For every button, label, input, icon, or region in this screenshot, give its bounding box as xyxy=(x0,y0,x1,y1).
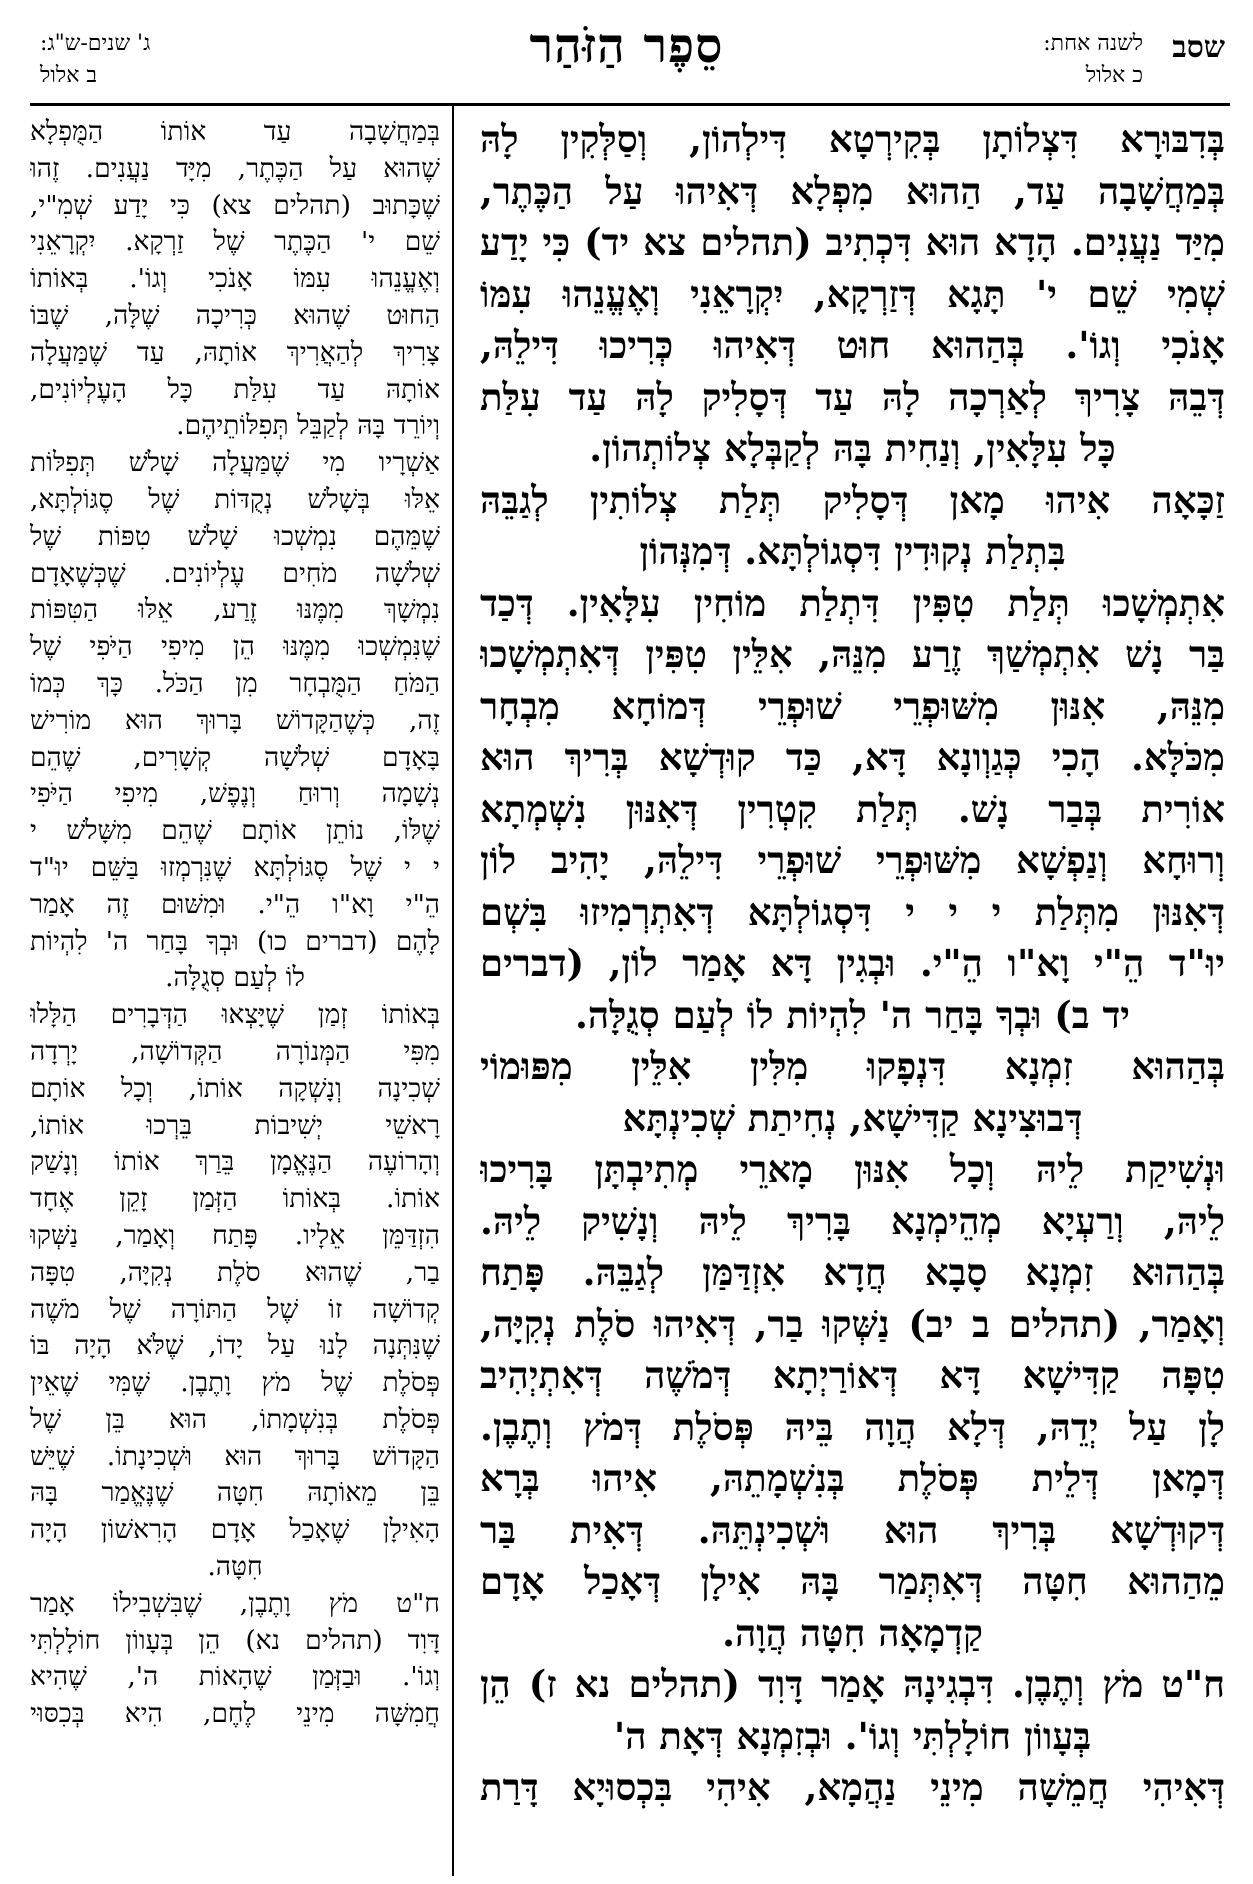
left-study-schedule xyxy=(40,28,300,92)
side-line: פְּסֹלֶת בְּנִשְׁמָתוֹ, הוּא בֵּן שֶׁל xyxy=(30,1403,440,1435)
main-line: טִפָּה קַדִּישָׁא דָּא דְּאוֹרַיְתָא דְּמֹשֶׁה דְּאִתְיְהִיב xyxy=(480,1353,1225,1397)
main-line: וּנְשִׁיקַת לֵיהּ וְכָל אִנּוּן מָארֵי מְתִיבְתָּן בָּרִיכוּ xyxy=(480,1147,1225,1191)
side-line: בָּאָדָם שְׁלֹשָׁה קְשָׁרִים, שֶׁהֵם xyxy=(30,741,440,773)
side-line: נְשָׁמָה וְרוּחַ וְנֶפֶשׁ, מִיפִי הַיֹּפִי xyxy=(30,778,440,810)
main-line: יוּ"ד הֵ"י וָא"ו הֵ"י. וּבְגִין דָּא אָמַר לוֹן, (דברים xyxy=(480,941,1225,985)
side-line: וְיוֹרֵד בָּהּ לְקַבֵּל תְּפִלּוֹתֵיהֶם. xyxy=(176,410,440,442)
side-line: י י שֶׁל סֶגּוֹלְתָּא שֶׁנִּרְמְזוּ בַּשֵּׁם יוּ"ד xyxy=(30,851,440,883)
main-line: בְּהַהוּא זִמְנָא דִּנְפָקוּ מִלִּין אִלֵּין מִפּוּמוֹי xyxy=(480,1044,1225,1088)
side-line: לָהֶם (דברים כו) וּבְךָ בָּחַר ה' לִהְיוֹת xyxy=(30,925,440,957)
main-line: ח"ט מֹץ וְתֶבֶן. דִּבְגִינָהּ אָמַר דָּוִד (תהלים נא ז) הֵן xyxy=(480,1662,1225,1706)
main-line: דְּבוּצִינָא קַדִּישָׁא, נְחִיתַת שְׁכִינְתָּא xyxy=(622,1095,1083,1140)
side-line: הַחוּט שֶׁהוּא כְּרִיכָה שֶׁלָּה, שֶׁבּוֹ xyxy=(30,299,440,331)
column-divider xyxy=(452,106,454,1876)
left-schedule-line-1: ג' שנים-ש"ג: xyxy=(40,31,151,56)
main-line: דְּקוּדְשָׁא בְּרִיךְ הוּא וּשְׁכִינְתֵּהּ. דְּאִית בַּר xyxy=(480,1507,1225,1552)
side-line: אֵלּוּ בְּשָׁלֹשׁ נְקֻדּוֹת שֶׁל סֶגּוֹלְתָּא, xyxy=(30,483,440,515)
side-line: שֶׁנִּמְשְׁכוּ מִמֶּנּוּ הֵן מִיפִי הַיֹּפִי שֶׁל xyxy=(30,631,440,663)
main-line: מִנֵּהּ, אִנּוּן מִשּׁוּפְרֵי שׁוּפְרֵי דְּמוֹחָא מִבְחָר xyxy=(480,683,1225,728)
side-line: חֲמִשָּׁה מִינֵי לֶחֶם, הִיא בְּכִסּוּי xyxy=(30,1698,440,1730)
side-line: וְגוֹ'. וּבַזְּמַן שֶׁהָאוֹת ה', שֶׁהִיא xyxy=(30,1661,440,1693)
side-line: רָאשֵׁי יְשִׁיבוֹת בֵּרְכוּ אוֹתוֹ, xyxy=(30,1109,440,1141)
main-line: וְרוּחָא וְנַפְשָׁא מִשּׁוּפְרֵי שׁוּפְרֵי דִּילֵהּ, יָהִיב לוֹן xyxy=(480,838,1225,882)
side-line: שְׁכִינָה וְנָשְׁקָה אוֹתוֹ, וְכָל אוֹתָם xyxy=(30,1072,440,1104)
side-line: אוֹתוֹ. בְּאוֹתוֹ הַזְּמַן זָקֵן אֶחָד xyxy=(30,1183,440,1215)
main-line: יד ב) וּבְךָ בָּחַר ה' לִהְיוֹת לוֹ לְעַם סְגֻלָּה. xyxy=(574,992,1131,1037)
main-line: בְּעָווֹן חוֹלָלְתִּי וְגוֹ'. וּבְזִמְנָא דְּאָת ה' xyxy=(613,1713,1092,1758)
side-line: הֵ"י וָא"ו הֵ"י. וּמִשּׁוּם זֶה אָמַר xyxy=(30,888,440,920)
side-line: קְדוֹשָׁה זוֹ שֶׁל הַתּוֹרָה שֶׁל מֹשֶׁה xyxy=(30,1293,440,1325)
side-line: הִזְדַּמֵּן אֵלָיו. פָּתַח וְאָמַר, נַשְּׁקוּ xyxy=(30,1219,440,1251)
side-line: הַמֹּחַ הַמֻּבְחָר מִן הַכֹּל. כָּךְ כְּמוֹ xyxy=(30,667,440,699)
main-line: בְּמַחֲשָׁבָה עַד, הַהוּא מִפְלָא דְּאִיהוּ עַל הַכֶּתֶר, xyxy=(480,168,1225,213)
main-line: מִכֹּלָּא. הָכִי כְּגַוְונָא דָּא, כַּד קוּדְשָׁא בְּרִיךְ הוּא xyxy=(480,735,1225,779)
side-line: בֵּן מֵאוֹתָהּ חִטָּה שֶׁנֶּאֱמַר בָּהּ xyxy=(30,1477,440,1509)
main-line: בִּתְלַת נְקוּדִין דִּסְגוֹלְתָּא. דְּמִנְּהוֹן xyxy=(639,529,1066,573)
side-line: חִטָּה. xyxy=(207,1551,263,1583)
side-line: שְׁלֹשָׁה מֹחִים עֶלְיוֹנִים. שֶׁכְּשֶׁאָדָם xyxy=(30,557,440,589)
aramaic-text-column xyxy=(480,114,1225,1874)
main-line: בְּדִבּוּרָא דִּצְלוֹתָן בְּקִירְטָא דִּילְהוֹן, וְסַלְּקִין לָהּ xyxy=(480,117,1225,161)
side-line: שֶׁהוּא עַל הַכֶּתֶר, מִיָּד נַעֲנִים. זֶהוּ xyxy=(30,152,440,184)
book-title: סֵפֶר הַזֹּהַר xyxy=(529,18,724,74)
side-line: וְהָרוֹעֶה הַנֶּאֱמָן בֵּרַךְ אוֹתוֹ וְנָשַׁק xyxy=(30,1146,440,1178)
side-line: וְאֶעֱנֵהוּ עִמּוֹ אָנֹכִי וְגוֹ'. בְּאוֹתוֹ xyxy=(30,263,440,295)
side-line: פְּסֹלֶת שֶׁל מֹץ וָתֶבֶן. שֶׁמִּי שֶׁאֵין xyxy=(30,1367,440,1399)
side-line: שֵׁם י' הַכֶּתֶר שֶׁל זַרְקָא. יִקְרָאֵנִי xyxy=(30,226,440,258)
main-line: קַדְמָאָה חִטָּה הֲוָה. xyxy=(722,1610,983,1655)
main-line: שְׁמִי שֵׁם י' תָּגָא דְּזַרְקָא, יִקְרָאֵנִי וְאֶעֱנֵהוּ עִמּוֹ xyxy=(480,271,1225,316)
side-line: דָּוִד (תהלים נא) הֵן בְּעָווֹן חוֹלָלְתִּי xyxy=(30,1624,440,1656)
side-line: אַשְׁרָיו מִי שֶׁמַּעֲלָה שָׁלֹשׁ תְּפִלּוֹת xyxy=(30,447,440,479)
main-line: מִיַּד נַעֲנִים. הָדָא הוּא דִּכְתִיב (תהלים צא יד) כִּי יָדַע xyxy=(480,220,1225,264)
main-line: אוֹרִית בְּבַר נָשׁ. תְּלַת קִטְרִין דְּאִנּוּן נִשְׁמְתָא xyxy=(480,786,1225,831)
side-line: בַר, שֶׁהוּא סֹלֶת נְקִיָּה, טִפָּה xyxy=(30,1256,440,1288)
main-line: אָנֹכִי וְגוֹ'. בְּהַהוּא חוּט דְּאִיהוּ כְּרִיכוּ דִּילֵהּ, xyxy=(480,323,1225,367)
side-line: בְּמַחֲשָׁבָה עַד אוֹתוֹ הַמֻּפְלָא xyxy=(30,116,440,147)
page-header xyxy=(0,0,1253,110)
side-line: שֶׁלּוֹ, נוֹתֵן אוֹתָם שֶׁהֵם מִשָּׁלֹשׁ י xyxy=(30,815,440,847)
main-line: בַּר נָשׁ אִתְמְשַׁךְ זֶרַע מִנֵּהּ, אִלֵּין טִפִּין דְּאִתְמְשָׁכוּ xyxy=(480,632,1225,676)
hebrew-translation-column xyxy=(30,114,440,1874)
right-schedule-line-1: לשנה אחת: xyxy=(1043,31,1143,56)
side-line: שֶׁמֵּהֶם נִמְשְׁכוּ שָׁלֹשׁ טִפּוֹת שֶׁל xyxy=(30,520,440,552)
left-schedule-line-2: ב אלול xyxy=(40,63,98,88)
main-line: זַכָּאָה אִיהוּ מָאן דְּסָלִיק תְּלַת צְלוֹתִין לְגַבֵּהּ xyxy=(480,477,1225,522)
side-line: מִפִּי הַמְּנוֹרָה הַקְּדוֹשָׁה, יָרְדָה xyxy=(30,1035,440,1067)
side-line: הָאִילָן שֶׁאָכַל אָדָם הָרִאשׁוֹן הָיָה xyxy=(30,1514,440,1546)
main-line: דְּאִיהִי חֲמֵשָׁה מִינֵי נַהֲמָא, אִיהִי בִּכְסוּיָא דָּרַת xyxy=(480,1765,1225,1809)
side-line: ח"ט מֹץ וָתֶבֶן, שֶׁבִּשְׁבִילוֹ אָמַר xyxy=(30,1587,440,1619)
header-rule xyxy=(30,103,1230,106)
main-line: דְּמָאן דְּלֵית פְּסֹלֶת בְּנִשְׁמָתֵהּ, אִיהוּ בְּרָא xyxy=(480,1456,1225,1500)
side-line: הַקָּדוֹשׁ בָּרוּךְ הוּא וּשְׁכִינָתוֹ. שֶׁיֵּשׁ xyxy=(30,1440,440,1472)
main-line: דְּבֵהּ צָרִיךְ לְאַרְכָה לָהּ עַד דְּסָלִיק לָהּ עַד עִלַּת xyxy=(480,374,1225,419)
side-line: זֶה, כְּשֶׁהַקָּדוֹשׁ בָּרוּךְ הוּא מוֹרִישׁ xyxy=(30,704,440,736)
right-schedule-line-2: כ אלול xyxy=(1085,63,1143,88)
main-line: דְּאִנּוּן מִתְּלַת י י י דִּסְגוֹלְתָּא דְּאִתְרְמִיזוּ בִּשְׁם xyxy=(480,889,1225,934)
main-line: לֵיהּ, וְרַעְיָא מְהֵימְנָא בָּרִיךְ לֵיהּ וְנָשִׁיק לֵיהּ. xyxy=(480,1198,1225,1243)
main-line: בְּהַהוּא זִמְנָא סָבָא חֲדָא אִזְדַּמַּן לְגַבֵּהּ. פָּתַח xyxy=(480,1250,1225,1294)
side-line: בְּאוֹתוֹ זְמַן שֶׁיָּצְאוּ הַדְּבָרִים הַלָּלוּ xyxy=(30,999,440,1031)
side-line: צָרִיךְ לְהַאֲרִיךְ אוֹתָהּ, עַד שֶׁמַּעֲלָה xyxy=(30,336,440,368)
side-line: שֶׁכָּתוּב (תהלים צא) כִּי יָדַע שְׁמִ"י, xyxy=(30,189,440,221)
main-line: כָּל עִלָּאִין, וְנַחִית בָּהּ לְקַבְּלָא צְלוֹתְהוֹן. xyxy=(589,426,1116,470)
main-line: מֵהַהוּא חִטָּה דְּאִתְּמַר בָּהּ אִילָן דְּאָכַל אָדָם xyxy=(480,1559,1225,1603)
side-line: נִמְשָׁךְ מִמֶּנּוּ זֶרַע, אֵלּוּ הַטִּפּוֹת xyxy=(30,594,440,626)
main-line: לָן עַל יְדֵהּ, דְּלָא הֲוָה בֵּיהּ פְּסֹלֶת דְּמֹץ וְתֶבֶן. xyxy=(480,1404,1225,1449)
side-line: אוֹתָהּ עַד עִלַּת כָּל הָעֶלְיוֹנִים, xyxy=(30,373,440,405)
side-line: לוֹ לְעַם סְגֻלָּה. xyxy=(165,962,305,994)
page-number: שסב xyxy=(1172,30,1225,65)
main-line: וְאָמַר, (תהלים ב יב) נַשְּׁקוּ בַר, דְּאִיהוּ סֹלֶת נְקִיָּה, xyxy=(480,1301,1225,1346)
side-line: שֶׁנִּתְּנָה לָנוּ עַל יָדוֹ, שֶׁלֹּא הָיָה בּוֹ xyxy=(30,1330,440,1362)
main-line: אִתְמְשָׁכוּ תְּלַת טִפִּין דִּתְלַת מוֹחִין עִלָּאִין. דְּכַד xyxy=(480,580,1225,625)
